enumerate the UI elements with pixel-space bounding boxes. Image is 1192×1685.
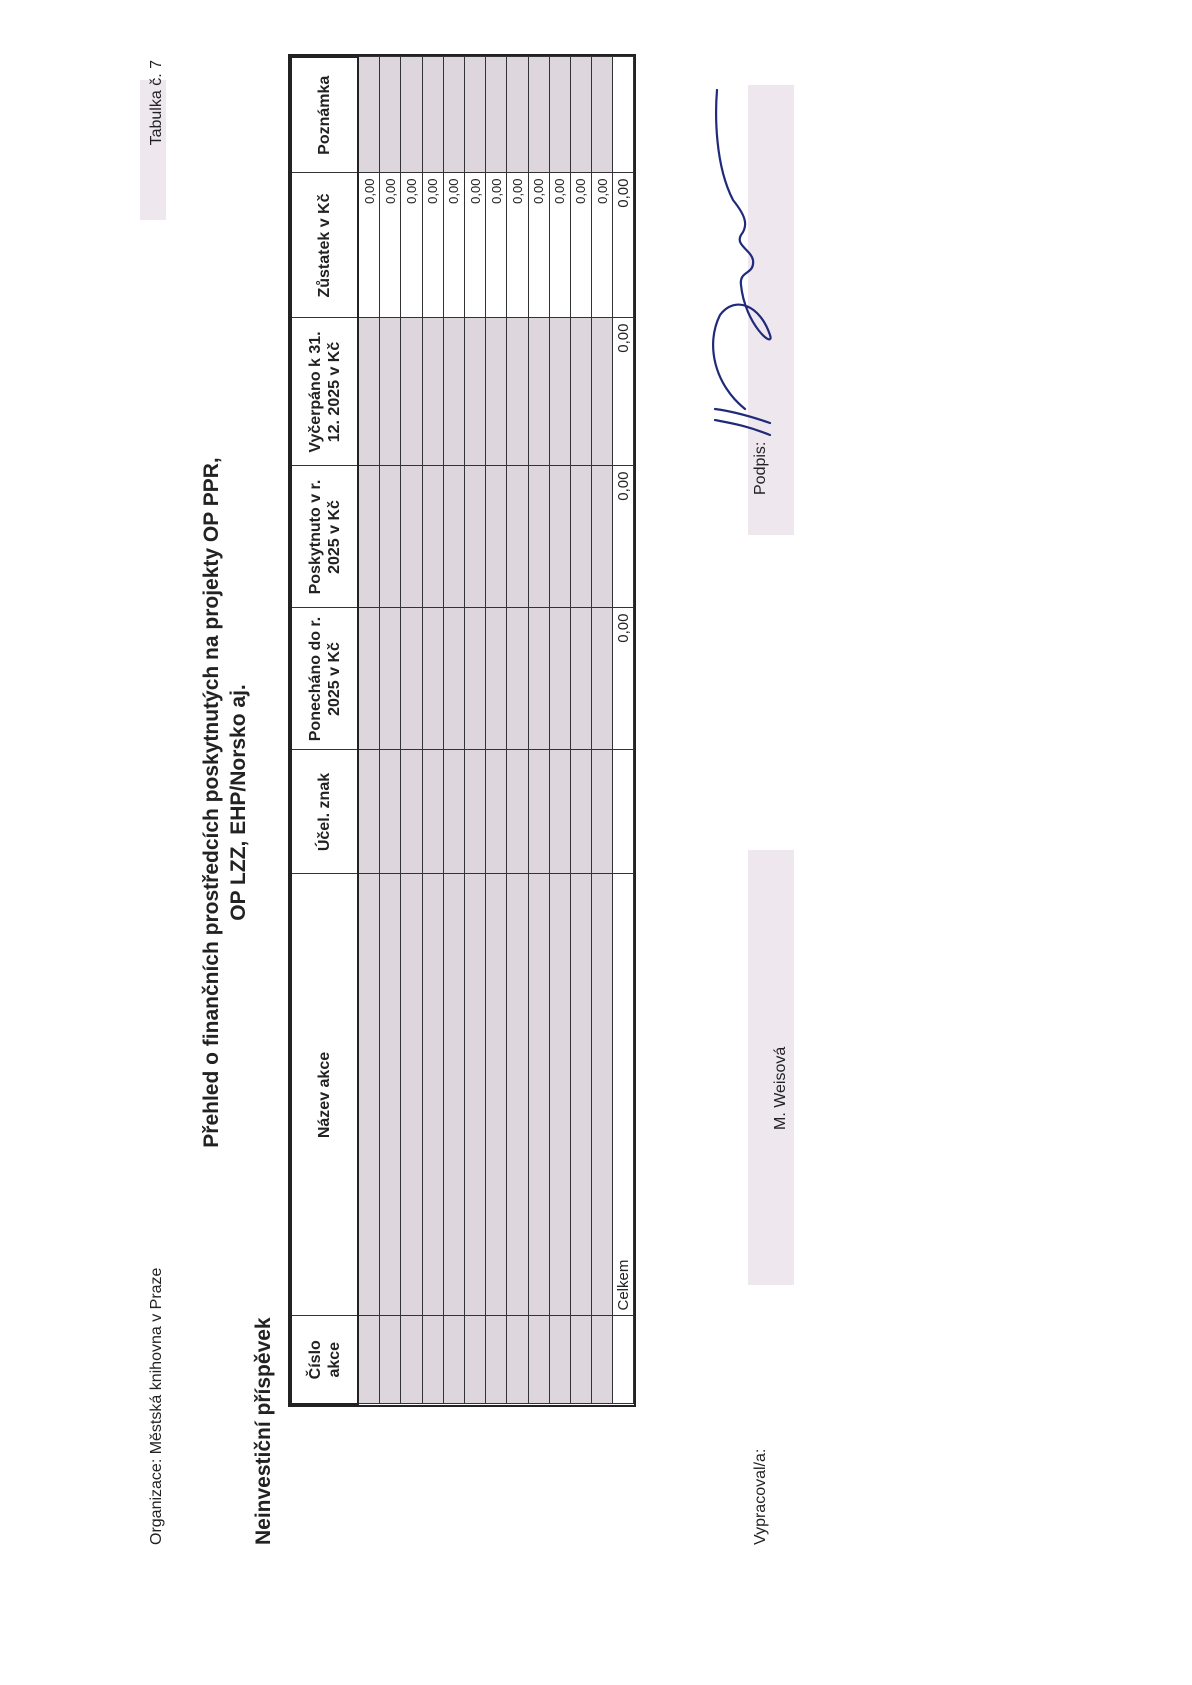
- cell-nazev-akce: [570, 874, 591, 1316]
- cell-cislo-akce: [380, 1316, 401, 1404]
- cell-poznamka: [549, 57, 570, 173]
- projects-table: [290, 56, 634, 1405]
- col-header-poskytnuto: Poskytnuto v r. 2025 v Kč: [291, 466, 358, 608]
- cell-ucel-znak: [358, 750, 380, 874]
- cell-poznamka: [380, 57, 401, 173]
- total-cislo: [613, 1316, 634, 1404]
- cell-vycerpano: [592, 318, 613, 466]
- cell-ucel-znak: [486, 750, 507, 874]
- cell-poskytnuto: [464, 466, 485, 608]
- cell-poznamka: [443, 57, 464, 173]
- cell-ucel-znak: [464, 750, 485, 874]
- cell-vycerpano: [507, 318, 528, 466]
- cell-ponechano: [380, 608, 401, 750]
- cell-zustatek: 0,00: [549, 173, 570, 318]
- cell-poznamka: [570, 57, 591, 173]
- table-row: [401, 57, 422, 1404]
- cell-poznamka: [358, 57, 380, 173]
- cell-poskytnuto: [401, 466, 422, 608]
- cell-nazev-akce: [486, 874, 507, 1316]
- cell-nazev-akce: [443, 874, 464, 1316]
- cell-poskytnuto: [358, 466, 380, 608]
- cell-ponechano: [570, 608, 591, 750]
- cell-nazev-akce: [507, 874, 528, 1316]
- cell-ponechano: [443, 608, 464, 750]
- table-row: [570, 57, 591, 1404]
- prepared-by-name: M. Weisová: [772, 1046, 789, 1130]
- cell-zustatek: 0,00: [486, 173, 507, 318]
- cell-ponechano: [358, 608, 380, 750]
- cell-nazev-akce: [422, 874, 443, 1316]
- cell-nazev-akce: [380, 874, 401, 1316]
- cell-poznamka: [507, 57, 528, 173]
- cell-cislo-akce: [507, 1316, 528, 1404]
- document-title: [198, 60, 252, 1545]
- col-header-cislo-akce: Číslo akce: [291, 1316, 358, 1404]
- col-header-poznamka: Poznámka: [291, 57, 358, 173]
- cell-vycerpano: [549, 318, 570, 466]
- cell-poznamka: [486, 57, 507, 173]
- cell-vycerpano: [570, 318, 591, 466]
- cell-poznamka: [464, 57, 485, 173]
- total-zustatek: 0,00: [613, 173, 634, 318]
- cell-poskytnuto: [570, 466, 591, 608]
- cell-poskytnuto: [443, 466, 464, 608]
- total-ucel: [613, 750, 634, 874]
- cell-zustatek: 0,00: [528, 173, 549, 318]
- cell-nazev-akce: [464, 874, 485, 1316]
- title-line-2: OP LZZ, EHP/Norsko aj.: [227, 684, 250, 921]
- cell-ponechano: [549, 608, 570, 750]
- cell-zustatek: 0,00: [380, 173, 401, 318]
- cell-ucel-znak: [401, 750, 422, 874]
- cell-cislo-akce: [422, 1316, 443, 1404]
- cell-poskytnuto: [549, 466, 570, 608]
- cell-poskytnuto: [528, 466, 549, 608]
- cell-ponechano: [592, 608, 613, 750]
- document-sheet: [140, 60, 840, 1545]
- cell-vycerpano: [358, 318, 380, 466]
- cell-cislo-akce: [486, 1316, 507, 1404]
- cell-cislo-akce: [549, 1316, 570, 1404]
- cell-zustatek: 0,00: [570, 173, 591, 318]
- cell-zustatek: 0,00: [422, 173, 443, 318]
- cell-poznamka: [528, 57, 549, 173]
- cell-ucel-znak: [592, 750, 613, 874]
- cell-vycerpano: [401, 318, 422, 466]
- table-row: [443, 57, 464, 1404]
- total-label: Celkem: [613, 874, 634, 1316]
- table-row: [358, 57, 380, 1404]
- cell-cislo-akce: [570, 1316, 591, 1404]
- cell-zustatek: 0,00: [443, 173, 464, 318]
- cell-ucel-znak: [443, 750, 464, 874]
- cell-zustatek: 0,00: [464, 173, 485, 318]
- cell-zustatek: 0,00: [592, 173, 613, 318]
- organization-label: Organizace: Městská knihovna v Praze: [148, 1267, 165, 1545]
- cell-nazev-akce: [549, 874, 570, 1316]
- cell-ucel-znak: [570, 750, 591, 874]
- handwritten-signature: [675, 85, 805, 445]
- cell-zustatek: 0,00: [507, 173, 528, 318]
- cell-ponechano: [422, 608, 443, 750]
- table-row: [549, 57, 570, 1404]
- table-number: Tabulka č. 7: [148, 60, 165, 146]
- table-header-row: [291, 57, 358, 1404]
- cell-poskytnuto: [380, 466, 401, 608]
- cell-vycerpano: [486, 318, 507, 466]
- cell-ponechano: [507, 608, 528, 750]
- cell-ucel-znak: [507, 750, 528, 874]
- title-line-1: Přehled o finančních prostředcích poskytnutých na projekty OP PPR,: [200, 457, 223, 1148]
- cell-poskytnuto: [592, 466, 613, 608]
- cell-ponechano: [528, 608, 549, 750]
- cell-cislo-akce: [528, 1316, 549, 1404]
- cell-cislo-akce: [464, 1316, 485, 1404]
- table-row: [528, 57, 549, 1404]
- col-header-ponechano: Ponecháno do r. 2025 v Kč: [291, 608, 358, 750]
- cell-cislo-akce: [443, 1316, 464, 1404]
- cell-cislo-akce: [592, 1316, 613, 1404]
- cell-poznamka: [592, 57, 613, 173]
- col-header-vycerpano: Vyčerpáno k 31. 12. 2025 v Kč: [291, 318, 358, 466]
- cell-zustatek: 0,00: [401, 173, 422, 318]
- total-ponechano: 0,00: [613, 608, 634, 750]
- cell-ponechano: [486, 608, 507, 750]
- cell-poznamka: [401, 57, 422, 173]
- cell-ucel-znak: [422, 750, 443, 874]
- cell-nazev-akce: [358, 874, 380, 1316]
- prepared-by-label: Vypracoval/a:: [752, 1448, 769, 1545]
- cell-ponechano: [401, 608, 422, 750]
- col-header-nazev-akce: Název akce: [291, 874, 358, 1316]
- cell-nazev-akce: [592, 874, 613, 1316]
- cell-ponechano: [464, 608, 485, 750]
- cell-zustatek: 0,00: [358, 173, 380, 318]
- cell-vycerpano: [528, 318, 549, 466]
- cell-poskytnuto: [486, 466, 507, 608]
- cell-poskytnuto: [422, 466, 443, 608]
- section-heading: Neinvestiční příspěvek: [252, 1317, 275, 1545]
- total-poskytnuto: 0,00: [613, 466, 634, 608]
- total-row: [613, 57, 634, 1404]
- cell-cislo-akce: [358, 1316, 380, 1404]
- cell-ucel-znak: [380, 750, 401, 874]
- cell-vycerpano: [443, 318, 464, 466]
- cell-vycerpano: [380, 318, 401, 466]
- signature-label: Podpis:: [752, 441, 769, 495]
- total-poznamka: [613, 57, 634, 173]
- cell-nazev-akce: [401, 874, 422, 1316]
- col-header-ucel-znak: Účel. znak: [291, 750, 358, 874]
- cell-poskytnuto: [507, 466, 528, 608]
- cell-poznamka: [422, 57, 443, 173]
- total-vycerpano: 0,00: [613, 318, 634, 466]
- table-body: [358, 57, 634, 1404]
- table-row: [464, 57, 485, 1404]
- table-row: [422, 57, 443, 1404]
- cell-cislo-akce: [401, 1316, 422, 1404]
- table-row: [486, 57, 507, 1404]
- cell-vycerpano: [422, 318, 443, 466]
- table-row: [380, 57, 401, 1404]
- table-row: [507, 57, 528, 1404]
- cell-ucel-znak: [549, 750, 570, 874]
- cell-nazev-akce: [528, 874, 549, 1316]
- col-header-zustatek: Zůstatek v Kč: [291, 173, 358, 318]
- cell-vycerpano: [464, 318, 485, 466]
- cell-ucel-znak: [528, 750, 549, 874]
- table-row: [592, 57, 613, 1404]
